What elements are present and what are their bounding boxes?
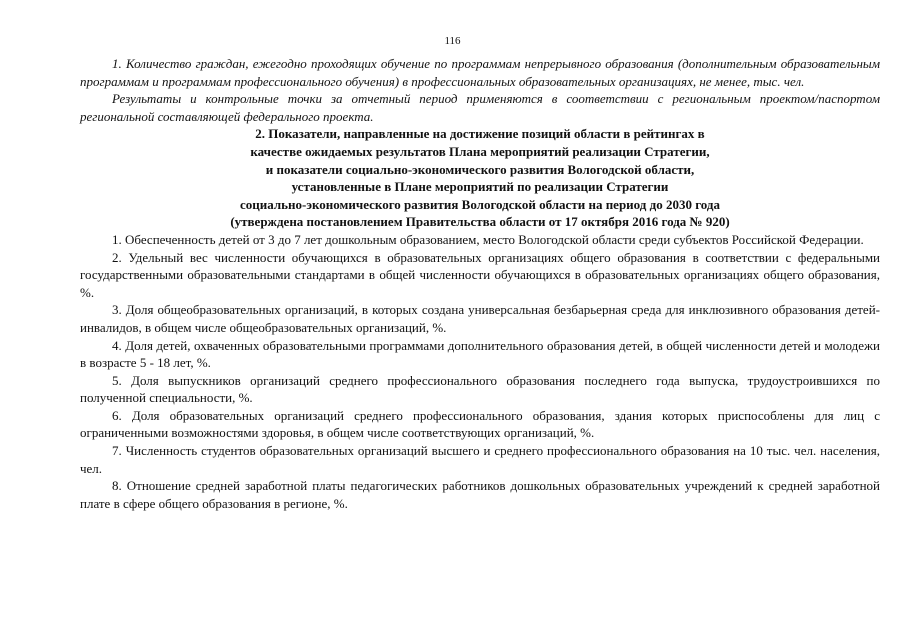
list-item-8: 8. Отношение средней заработной платы педагогических работников дошкольных образовательных учреждений к средней заработной плате в сфере общего образования в регионе, %. [80,478,880,511]
section-heading-line: социально-экономического развития Вологодской области на период до 2030 года [240,196,720,212]
section-heading-line: качестве ожидаемых результатов Плана мероприятий реализации Стратегии, [250,143,710,159]
section-heading-line: 2. Показатели, направленные на достижение позиций области в рейтингах в [255,126,705,142]
section-heading-line: установленные в Плане мероприятий по реализации Стратегии [291,179,669,195]
section-heading-line: и показатели социально-экономического развития Вологодской области, [265,161,695,177]
list-item-4: 4. Доля детей, охваченных образовательными программами дополнительного образования детей, в общей численности детей и молодежи в возрасте 5 - 18 лет, %. [80,337,880,371]
list-item-6: 6. Доля образовательных организаций среднего профессионального образования, здания которых приспособлены для лиц с ограниченными возможностями здоровья, в общем числе соответствующих организаций, %. [80,407,880,441]
page-number: 116 [444,35,461,47]
intro-note: 1. Количество граждан, ежегодно проходящих обучение по программам непрерывного образования (дополнительным образовательным программам и программам профессионального обучения) в профессиональных образовательных организациях, не менее, тыс. чел. [80,56,880,89]
document-body [80,55,880,512]
section-heading-line: (утверждена постановлением Правительства области от 17 октября 2016 года № 920) [230,214,730,230]
list-item-7: 7. Численность студентов образовательных организаций высшего и среднего профессионального образования на 10 тыс. чел. населения, чел. [80,443,880,476]
list-item-3: 3. Доля общеобразовательных организаций, в которых создана универсальная безбарьерная среда для инклюзивного образования детей-инвалидов, в общем числе общеобразовательных организаций, %. [80,302,880,335]
list-item-2: 2. Удельный вес численности обучающихся в образовательных организациях общего образования в соответствии с федеральными государственными образовательными стандартами в общей численности обучающихся в образовательных организациях общего образования, %. [80,249,880,300]
list-item-1: 1. Обеспеченность детей от 3 до 7 лет дошкольным образованием, место Вологодской области среди субъектов Российской Федерации. [112,231,864,247]
list-item-5: 5. Доля выпускников организаций среднего профессионального образования последнего года выпуска, трудоустроившихся по полученной специальности, %. [80,372,880,406]
section-heading [80,125,880,231]
intro-results-note: Результаты и контрольные точки за отчетный период применяются в соответствии с региональным проектом/паспортом региональной составляющей федерального проекта. [80,91,880,124]
